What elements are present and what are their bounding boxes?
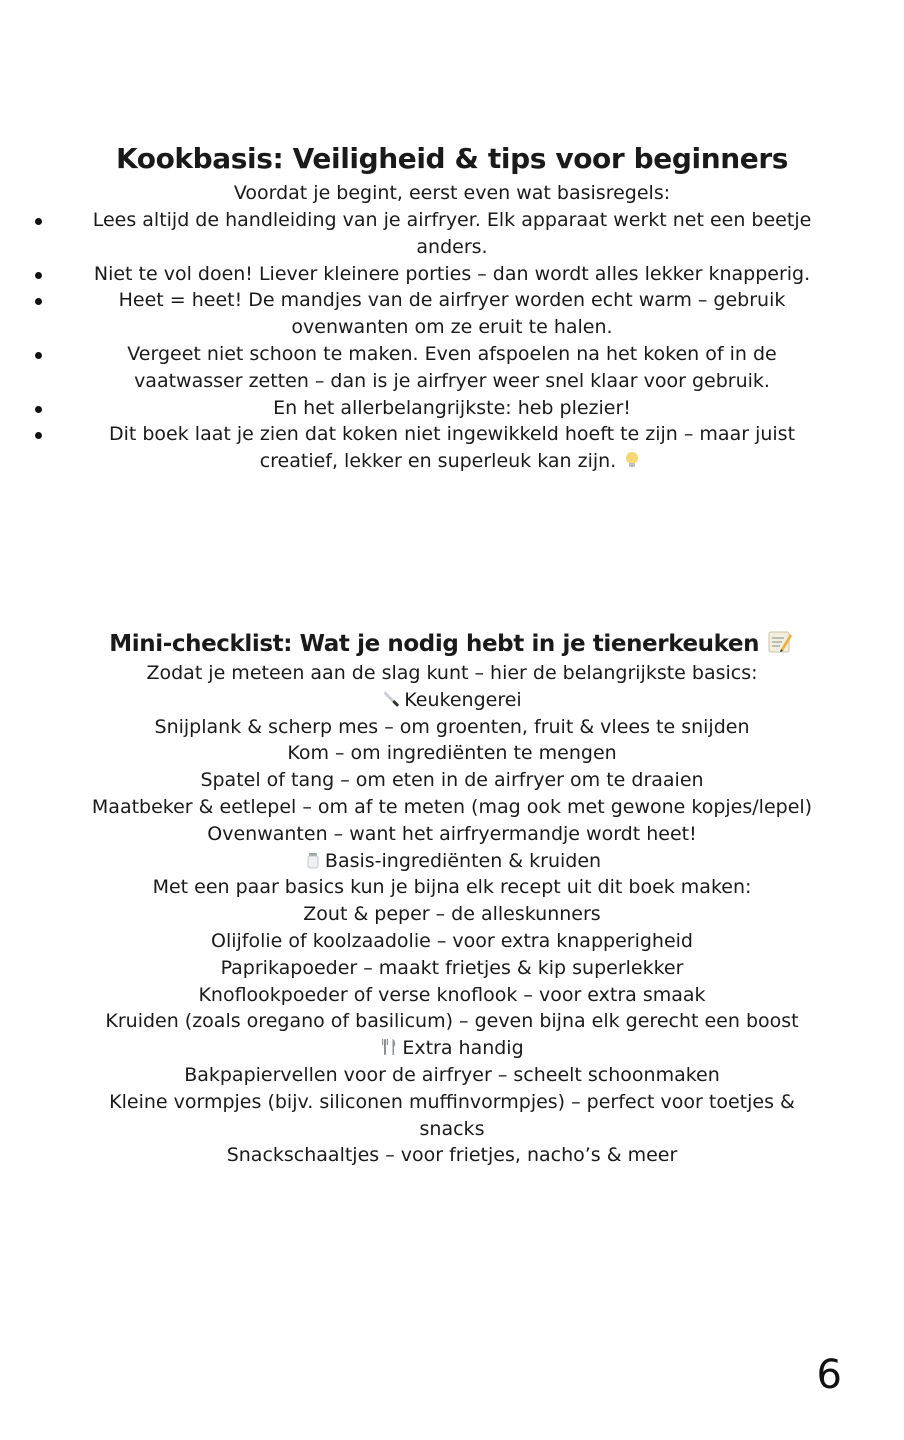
checklist bbox=[0, 660, 904, 1169]
list-item: Kleine vormpjes (bijv. siliconen muffinvormpjes) – perfect voor toetjes & snacks bbox=[109, 1090, 795, 1140]
list-item bbox=[77, 207, 827, 261]
bullet-icon bbox=[35, 272, 42, 279]
section-title-basics: Kookbasis: Veiligheid & tips voor beginners bbox=[115, 142, 789, 175]
bullet-icon bbox=[35, 352, 42, 359]
group-heading-text: Keukengerei bbox=[404, 688, 522, 711]
list-item-text: Dit boek laat je zien dat koken niet ingewikkeld hoeft te zijn – maar juist creatief, lekker en superleuk kan zijn. bbox=[108, 423, 796, 473]
checklist-intro: Zodat je meteen aan de slag kunt – hier de belangrijkste basics: bbox=[146, 662, 758, 684]
bullet-icon bbox=[35, 298, 42, 305]
list-item: Ovenwanten – want het airfryermandje wordt heet! bbox=[207, 822, 697, 845]
section-intro-basics: Voordat je begint, eerst even wat basisregels: bbox=[233, 182, 671, 204]
list-item bbox=[77, 341, 827, 395]
memo-icon bbox=[767, 629, 793, 655]
list-item-text: Lees altijd de handleiding van je airfryer. Elk apparaat werkt net een beetje anders. bbox=[92, 209, 812, 258]
list-item: Knoflookpoeder of verse knoflook – voor extra smaak bbox=[198, 983, 706, 1006]
section-title-checklist bbox=[0, 629, 904, 657]
bullet-icon bbox=[35, 432, 42, 439]
list-item-text: Vergeet niet schoon te maken. Even afspoelen na het koken of in de vaatwasser zetten – dan is je airfryer weer snel klaar voor gebruik. bbox=[127, 342, 777, 392]
page-number: 6 bbox=[816, 1352, 842, 1398]
group-heading-ingredients bbox=[52, 848, 852, 875]
group-heading-text: Extra handig bbox=[402, 1037, 524, 1060]
list-item: Paprikapoeder – maakt frietjes & kip superlekker bbox=[220, 956, 684, 979]
fork-knife-icon bbox=[380, 1037, 400, 1057]
group-heading-tools bbox=[52, 687, 852, 714]
list-item: Spatel of tang – om eten in de airfryer om te draaien bbox=[200, 769, 704, 792]
group-heading-extra bbox=[52, 1035, 852, 1062]
list-item: Kruiden (zoals oregano of basilicum) – geven bijna elk gerecht een boost bbox=[105, 1010, 799, 1033]
list-item bbox=[77, 261, 827, 288]
list-item: Olijfolie of koolzaadolie – voor extra knapperigheid bbox=[211, 929, 693, 952]
knife-icon bbox=[382, 689, 402, 709]
bullet-icon bbox=[35, 406, 42, 413]
section-title-text: Mini-checklist: Wat je nodig hebt in je tienerkeuken bbox=[109, 631, 760, 657]
tips-list bbox=[0, 207, 904, 475]
group-heading-text: Basis-ingrediënten & kruiden bbox=[324, 849, 602, 872]
list-item-text: Heet = heet! De mandjes van de airfryer worden echt warm – gebruik ovenwanten om ze eruit te halen. bbox=[118, 289, 786, 339]
lightbulb-icon bbox=[622, 450, 642, 470]
list-item-text: Niet te vol doen! Liever kleinere porties – dan wordt alles lekker knapperig. bbox=[93, 262, 811, 285]
list-item: Snackschaaltjes – voor frietjes, nacho’s & meer bbox=[226, 1144, 678, 1167]
list-item bbox=[77, 421, 827, 475]
list-item bbox=[77, 395, 827, 422]
salt-shaker-icon bbox=[303, 850, 323, 870]
list-item: Maatbeker & eetlepel – om af te meten (mag ook met gewone kopjes/lepel) bbox=[91, 795, 813, 818]
bullet-icon bbox=[35, 218, 42, 225]
list-item: Snijplank & scherp mes – om groenten, fruit & vlees te snijden bbox=[154, 715, 750, 738]
list-item: Bakpapiervellen voor de airfryer – scheelt schoonmaken bbox=[184, 1063, 720, 1086]
list-item: Zout & peper – de alleskunners bbox=[303, 903, 601, 926]
group-intro: Met een paar basics kun je bijna elk recept uit dit boek maken: bbox=[152, 876, 752, 899]
list-item bbox=[77, 287, 827, 341]
list-item-text: En het allerbelangrijkste: heb plezier! bbox=[273, 396, 631, 419]
list-item: Kom – om ingrediënten te mengen bbox=[287, 742, 617, 765]
